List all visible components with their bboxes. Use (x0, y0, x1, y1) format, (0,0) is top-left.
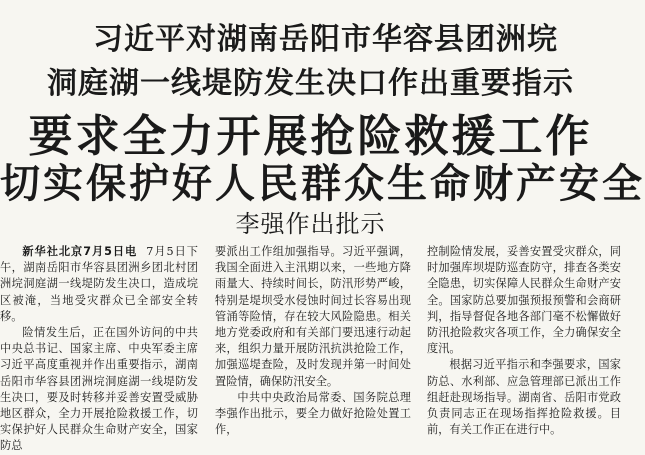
article-paragraph: 险情发生后，正在国外访问的中共中央总书记、国家主席、中央军委主席习近平高度重视并作出重要指示，湖南岳阳市华容县团洲垸洞庭湖一线堤防发生决口，要及时转移并妥善安置受威胁地区群众，全力开展抢险救援工作，切实保护好人民群众生命财产安全，国家防总 (0, 326, 198, 453)
main-headline-line-1: 要求全力开展抢险救援工作 (28, 111, 593, 162)
article-paragraph: 要派出工作组加强指导。习近平强调，我国全面进入主汛期以来，一些地方降雨量大、持续时间长，防汛形势严峻，特别是堤坝受水侵蚀时间过长容易出现管涌等险情，存在较大风险隐患。相关地方党委政府和有关部门要迅速行动起来，组织力量开展防汛抗洪抢险工作，加强巡堤查险，及时发现并第一时间处置险情，确保防汛安全。 (215, 245, 411, 388)
subheadline: 李强作出批示 (235, 210, 386, 238)
main-headline-line-2: 切实保护好人民群众生命财产安全 (0, 161, 645, 207)
article-column-1 (0, 244, 198, 453)
article-column-2 (215, 244, 411, 437)
article-column-3 (427, 244, 621, 437)
headline-line-2: 洞庭湖一线堤防发生决口作出重要指示 (47, 66, 574, 101)
dateline: 新华社北京7月5日电 (22, 245, 138, 258)
paragraph-text: 7月5日下午，湖南岳阳市华容县团洲乡团北村团洲垸洞庭湖一线堤防发生决口，造成垸区被淹，当地受灾群众已全部安全转移。 (0, 245, 198, 323)
article-paragraph: 控制险情发展，妥善安置受灾群众，同时加强库坝堤防巡查防守，排查各类安全隐患，切实保障人民群众生命财产安全。国家防总要加强预报预警和会商研判，指导督促各地各部门毫不松懈做好防汛抢险救灾各项工作，全力确保安全度汛。 (427, 245, 621, 356)
headline-line-1: 习近平对湖南岳阳市华容县团洲垸 (93, 22, 558, 57)
article-paragraph: 中共中央政治局常委、国务院总理李强作出批示，要全力做好抢险处置工作， (215, 390, 411, 437)
article-paragraph (0, 244, 198, 325)
article-paragraph: 根据习近平指示和李强要求，国家防总、水利部、应急管理部已派出工作组赶赴现场指导。湖南省、岳阳市党政负责同志正在现场指挥抢险救援。目前，有关工作正在进行中。 (427, 358, 621, 437)
article-body (0, 244, 621, 453)
